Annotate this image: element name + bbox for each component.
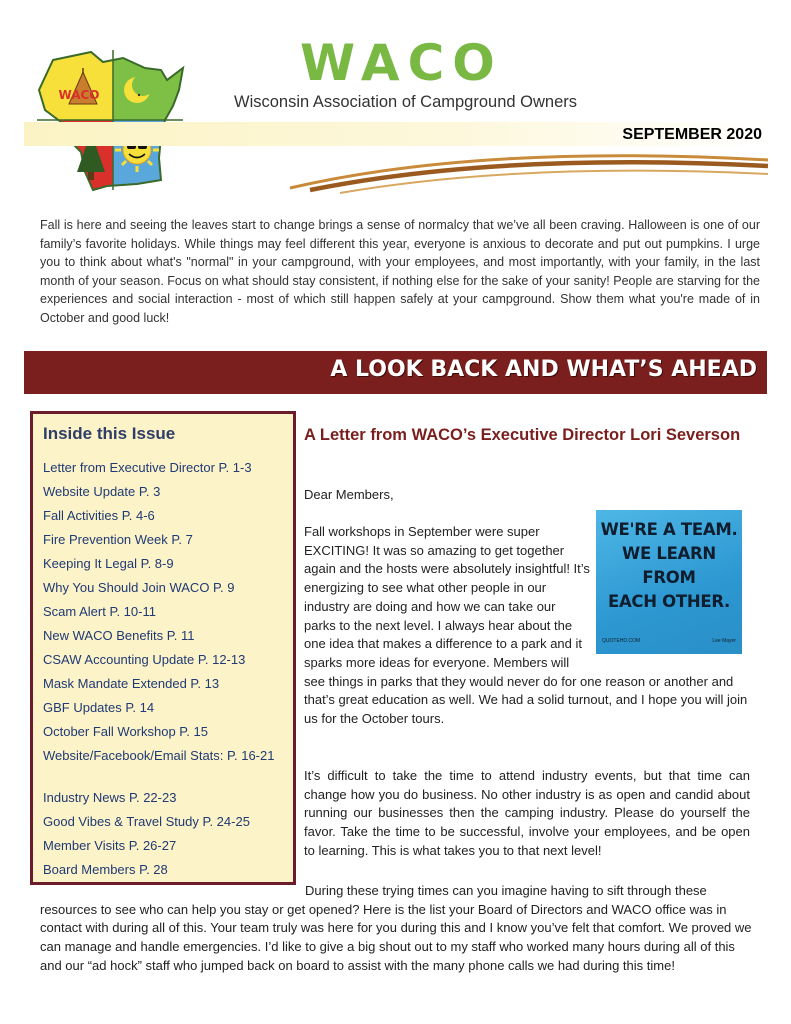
toc-item[interactable]: Industry News P. 22-23 [43,790,177,805]
article-title: A Letter from WACO’s Executive Director Lori Severson [304,426,741,444]
quote-source: QUOTEHD.COM [602,638,641,644]
toc-item[interactable]: New WACO Benefits P. 11 [43,628,195,643]
toc-item[interactable]: Fire Prevention Week P. 7 [43,532,193,547]
logo-waco-text: WACO [58,88,100,102]
toc-item[interactable]: CSAW Accounting Update P. 12-13 [43,652,246,667]
toc-item[interactable]: Website Update P. 3 [43,484,161,499]
article-paragraph-1-text: Fall workshops in September were super EXCITING! It was so amazing to get together again and the hosts were absolutely insightful! It’s energizing to see what other people in our industry are doing and how we can take our parks to the next level. I always hear about the one idea that makes a difference to a park and it sparks more ideas for everyone. Members will see things in parks that they would never do for one reason or another and that’s great education as well. We had a solid turnout, and I hope you will join us for the October tours. [304,524,748,727]
inside-this-issue-box [30,411,296,885]
banner-title: A LOOK BACK AND WHAT’S AHEAD [330,357,757,382]
toc-item[interactable]: Keeping It Legal P. 8-9 [43,556,174,571]
quote-author: Lee Mayer [712,638,736,644]
article-paragraph-2: It’s difficult to take the time to attend industry events, but that time can change how you do business. No other industry is as open and candid about running our businesses then the camping industry. Please do yourself the favor. Take the time to be successful, involve your employees, and be open to learning. This is what takes you to that next level! [304,768,750,858]
article-paragraph-3: During these trying times can you imagine having to sift through these resources to see who can help you stay or get opened? Here is the list your Board of Directors and WACO office was in contact with during all of this. Your team truly was here for you during this and I know you’ve felt that comfort. We proved we can manage and handle emergencies. I’d like to give a big shout out to my staff who worked many hours during all of this and our “ad hock” staff who jumped back on board to assist with the many phone calls we had during this time! [40,883,752,973]
issue-date: SEPTEMBER 2020 [622,126,762,143]
salutation: Dear Members, [304,487,394,502]
decorative-swoosh [280,140,770,195]
section-banner [24,351,767,394]
masthead-subtitle: Wisconsin Association of Campground Owners [234,93,577,111]
toc-item[interactable]: October Fall Workshop P. 15 [43,724,208,739]
waco-wisconsin-logo [33,40,193,200]
toc-item[interactable]: GBF Updates P. 14 [43,700,155,715]
quote-text: WE'RE A TEAM. WE LEARN FROM EACH OTHER. [600,520,738,611]
toc-item[interactable]: Website/Facebook/Email Stats: P. 16-21 [43,748,275,763]
team-quote-image [596,510,742,654]
toc-item[interactable]: Board Members P. 28 [43,862,168,877]
toc-item[interactable]: Scam Alert P. 10-11 [43,604,156,619]
masthead-title: WACO [300,34,503,92]
toc-list [43,456,288,882]
toc-item[interactable]: Good Vibes & Travel Study P. 24-25 [43,814,250,829]
toc-item[interactable]: Why You Should Join WACO P. 9 [43,580,235,595]
toc-item[interactable]: Fall Activities P. 4-6 [43,508,155,523]
toc-item[interactable]: Member Visits P. 26-27 [43,838,177,853]
intro-paragraph: Fall is here and seeing the leaves start to change brings a sense of normalcy that we’ve all been craving. Halloween is one of our family’s favorite holidays. While things may feel different this year, everyone is anxious to decorate and put out pumpkins. I urge you to think about what's "normal" in your campground, with your employees, and most importantly, with your family, in the last month of your season. Focus on what should stay consistent, if nothing else for the sake of your sanity! People are starving for the experiences and social interaction - most of which still happen safely at your campground. Show them what you're made of in October and good luck! [40,218,760,325]
toc-item[interactable]: Letter from Executive Director P. 1-3 [43,460,252,475]
toc-heading: Inside this Issue [43,424,176,443]
toc-item[interactable]: Mask Mandate Extended P. 13 [43,676,220,691]
